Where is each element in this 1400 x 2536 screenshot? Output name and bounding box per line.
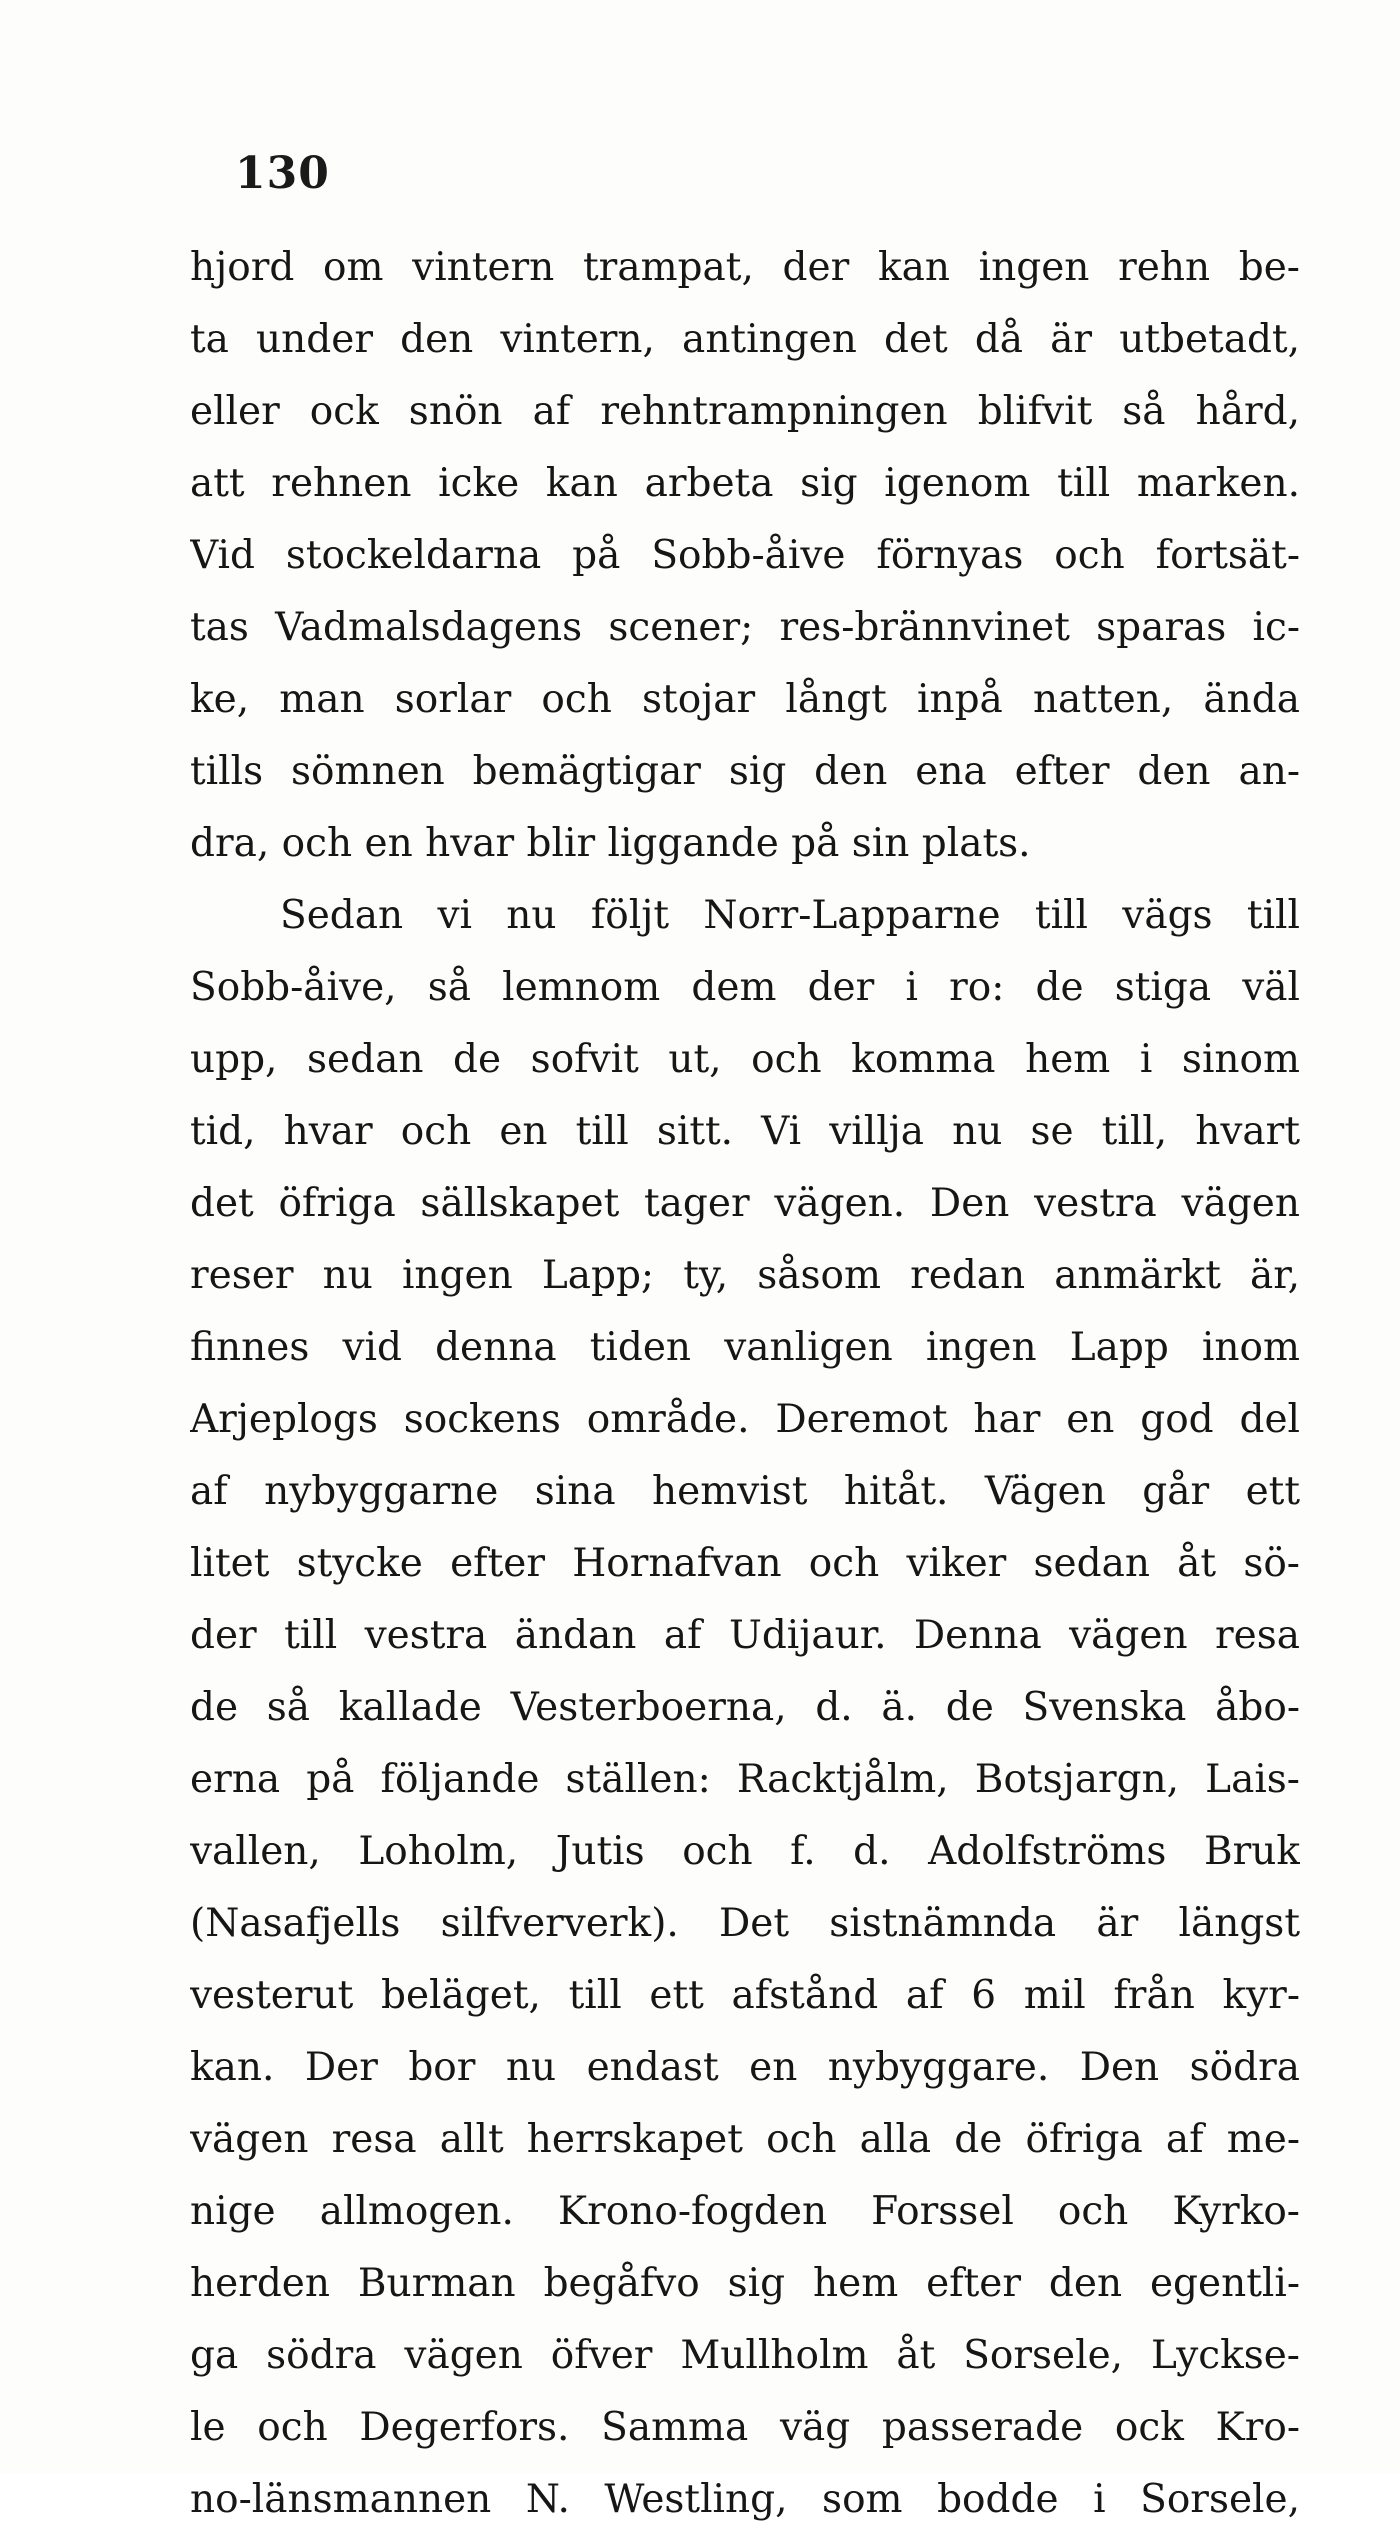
text-line: vallen, Loholm, Jutis och f. d. Adolfströms Bruk [190, 1829, 1300, 1874]
text-line: Arjeplogs sockens område. Deremot har en god del [190, 1397, 1300, 1442]
text-line: af nybyggarne sina hemvist hitåt. Vägen går ett [190, 1469, 1300, 1514]
text-line: ga södra vägen öfver Mullholm åt Sorsele, Lyckse- [190, 2333, 1300, 2378]
text-line: ta under den vintern, antingen det då är utbetadt, [190, 317, 1300, 362]
text-line: det öfriga sällskapet tager vägen. Den vestra vägen [190, 1181, 1300, 1226]
text-line: herden Burman begåfvo sig hem efter den egentli- [190, 2261, 1300, 2306]
text-line: tills sömnen bemägtigar sig den ena efter den an- [190, 749, 1300, 794]
text-line: eller ock snön af rehntrampningen blifvit så hård, [190, 389, 1300, 434]
text-line: att rehnen icke kan arbeta sig igenom till marken. [190, 461, 1300, 506]
text-line: litet stycke efter Hornafvan och viker sedan åt sö- [190, 1541, 1300, 1586]
page-number: 130 [235, 148, 330, 199]
text-line: Vid stockeldarna på Sobb-åive förnyas och fortsät- [190, 533, 1300, 578]
text-line: ke, man sorlar och stojar långt inpå natten, ända [190, 677, 1300, 722]
text-line: de så kallade Vesterboerna, d. ä. de Svenska åbo- [190, 1685, 1300, 1730]
text-line: erna på följande ställen: Racktjålm, Botsjargn, Lais- [190, 1757, 1300, 1802]
text-line: upp, sedan de sofvit ut, och komma hem i sinom [190, 1037, 1300, 1082]
text-line: finnes vid denna tiden vanligen ingen Lapp inom [190, 1325, 1300, 1370]
text-line: der till vestra ändan af Udijaur. Denna vägen resa [190, 1613, 1300, 1658]
text-line: hjord om vintern trampat, der kan ingen rehn be- [190, 245, 1300, 290]
text-line: reser nu ingen Lapp; ty, såsom redan anmärkt är, [190, 1253, 1300, 1298]
text-line: (Nasafjells silfververk). Det sistnämnda är längst [190, 1901, 1300, 1946]
text-line: Sobb-åive, så lemnom dem der i ro: de stiga väl [190, 965, 1300, 1010]
text-line: tas Vadmalsdagens scener; res-brännvinet sparas ic- [190, 605, 1300, 650]
text-line: no-länsmannen N. Westling, som bodde i Sorsele, [190, 2477, 1300, 2522]
text-line: vesterut beläget, till ett afstånd af 6 mil från kyr- [190, 1973, 1300, 2018]
text-line: vägen resa allt herrskapet och alla de öfriga af me- [190, 2117, 1300, 2162]
text-line: tid, hvar och en till sitt. Vi villja nu se till, hvart [190, 1109, 1300, 1154]
text-line: nige allmogen. Krono-fogden Forssel och Kyrko- [190, 2189, 1300, 2234]
text-line: Sedan vi nu följt Norr-Lapparne till vägs till [280, 893, 1300, 938]
text-line: le och Degerfors. Samma väg passerade ock Kro- [190, 2405, 1300, 2450]
text-line: kan. Der bor nu endast en nybyggare. Den södra [190, 2045, 1300, 2090]
text-line: dra, och en hvar blir liggande på sin plats. [190, 821, 1031, 866]
